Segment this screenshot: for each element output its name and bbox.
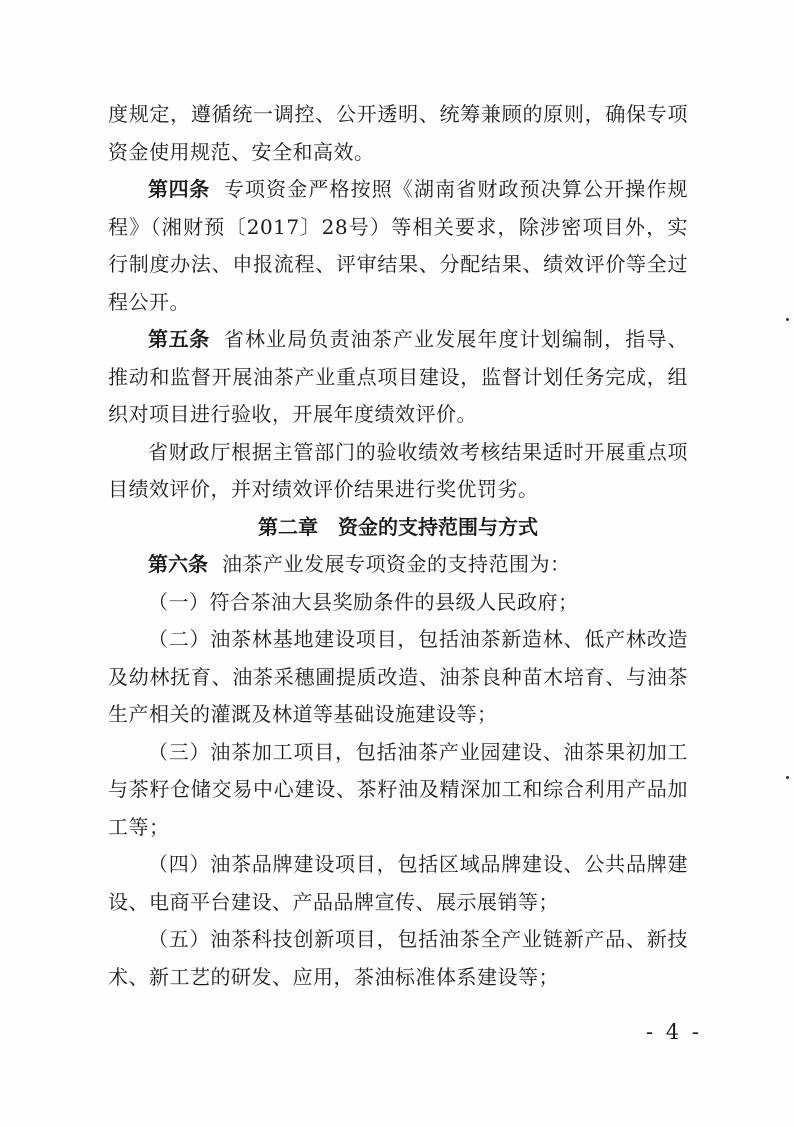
scan-dot-mark — [786, 776, 789, 779]
list-item-text: （二）油茶林基地建设项目，包括油茶新造林、低产林改造及幼林抚育、油茶采穗圃提质改造、油茶良种苗木培育、与油茶生产相关的灌溉及林道等基础设施建设等； — [108, 627, 688, 726]
list-item-5 — [108, 921, 688, 996]
article-text: 省林业局负责油茶产业发展年度计划编制，指导、推动和监督开展油茶产业重点项目建设，监督计划任务完成，组织对项目进行验收，开展年度绩效评价。 — [108, 327, 688, 426]
list-item-1 — [108, 584, 688, 622]
list-item-2 — [108, 621, 688, 734]
paragraph-continuation — [108, 96, 688, 171]
article-6 — [108, 546, 688, 584]
list-item-text: （五）油茶科技创新项目，包括油茶全产业链新产品、新技术、新工艺的研发、应用，茶油标准体系建设等； — [108, 927, 688, 989]
article-number: 第四条 — [148, 177, 210, 201]
list-item-text: （三）油茶加工项目，包括油茶产业园建设、油茶果初加工与茶籽仓储交易中心建设、茶籽油及精深加工和综合利用产品加工等； — [108, 739, 688, 839]
scan-dot-mark — [786, 318, 789, 321]
article-text: 油茶产业发展专项资金的支持范围为： — [222, 552, 571, 576]
paragraph-text: 度规定，遵循统一调控、公开透明、统筹兼顾的原则，确保专项资金使用规范、安全和高效。 — [108, 102, 688, 164]
article-4 — [108, 171, 688, 321]
chapter-title: 第二章 资金的支持范围与方式 — [258, 514, 538, 539]
list-item-4 — [108, 846, 688, 921]
list-item-text: （四）油茶品牌建设项目，包括区域品牌建设、公共品牌建设、电商平台建设、产品品牌宣传、展示展销等； — [108, 852, 688, 914]
article-number: 第六条 — [148, 552, 208, 576]
article-5 — [108, 321, 688, 434]
article-number: 第五条 — [148, 327, 210, 351]
paragraph-text: 省财政厅根据主管部门的验收绩效考核结果适时开展重点项目绩效评价，并对绩效评价结果进行奖优罚劣。 — [108, 439, 688, 501]
page-number: - 4 - — [646, 1020, 702, 1044]
list-item-3 — [108, 734, 688, 847]
document-body — [108, 96, 688, 996]
article-5-paragraph-2 — [108, 434, 688, 509]
list-item-text: （一）符合茶油大县奖励条件的县级人民政府； — [148, 589, 579, 614]
article-text: 专项资金严格按照《湖南省财政预决算公开操作规程》（湘财预〔2017〕28号）等相关要求，除涉密项目外，实行制度办法、申报流程、评审结果、分配结果、绩效评价等全过程公开。 — [108, 177, 688, 314]
